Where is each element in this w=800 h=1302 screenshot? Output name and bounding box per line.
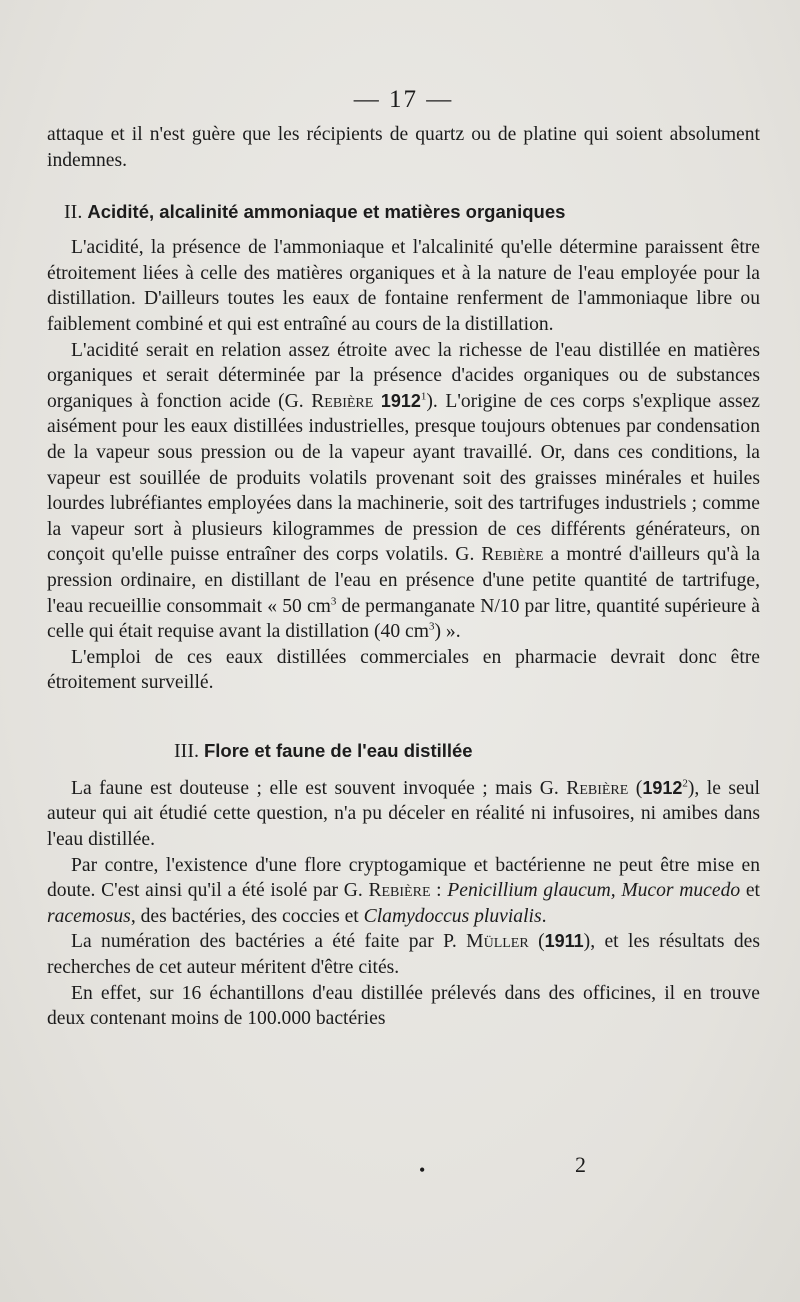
- signature-mark: •: [419, 1160, 426, 1180]
- section-2-heading: [64, 199, 760, 225]
- printer-signature: [0, 1152, 800, 1192]
- text-run: ). L'origine de ces corps s'explique assez aisément pour les eaux distillées industrielles, presque toujours obtenues par condensation de la vapeur sous pression ou de la vapeur ayant travaillé. Or, dans ces conditions, la vapeur est souillée de produits volatils provenant soit des graisses minérales et huiles lourdes lubréfiantes employées dans la machinerie, soit des tartrifuges industriels ; comme la vapeur sort à plusieurs kilogrammes de pression de ces différents générateurs, on conçoit qu'elle puisse entraîner des corps volatils. G.: [47, 390, 760, 566]
- page-number: — 17 —: [353, 86, 454, 113]
- text-run: Par contre, l'existence d'une flore cryptogamique et bactérienne ne peut être mise en doute. C'est ainsi qu'il a été isolé par G.: [47, 854, 760, 902]
- footnote-ref: 2: [682, 777, 688, 790]
- species-name: racemosus: [47, 905, 131, 927]
- text-run: (: [628, 777, 643, 799]
- text-run: :: [430, 880, 448, 902]
- section-3-paragraph-4: En effet, sur 16 échantillons d'eau distillée prélevés dans des officines, il en trouve deux contenant moins de 100.000 bactéries: [47, 982, 760, 1030]
- section-3-title: Flore et faune de l'eau distillée: [203, 739, 473, 761]
- superscript: 3: [428, 620, 435, 633]
- section-3-paragraph-3: [47, 929, 760, 980]
- author-name: Müller: [466, 931, 529, 953]
- section-2-paragraph-2: [47, 338, 760, 645]
- footnote-ref: 1: [420, 390, 427, 403]
- text-run: L'acidité serait en relation assez étroite avec la richesse de l'eau distillée en matières organiques et serait déterminée par la présence d'acides organiques ou de substances organiques à fonction acide (G.: [47, 339, 760, 412]
- species-name: Penicillium glaucum, Mucor mucedo: [447, 880, 741, 902]
- section-2-paragraph-1: L'acidité, la présence de l'ammoniaque et l'alcalinité qu'elle détermine paraissent être étroitement liées à celle des matières organiques et à la nature de l'eau employée pour la distillation. D'ailleurs toutes les eaux de fontaine renferment de l'ammoniaque libre ou faiblement combiné et qui est entraîné au cours de la distillation.: [47, 237, 760, 335]
- author-name: Rebière: [566, 777, 629, 799]
- signature-number: 2: [575, 1152, 586, 1177]
- section-2-paragraph-3: L'emploi de ces eaux distillées commerciales en pharmacie devrait donc être étroitement surveillé.: [47, 646, 760, 694]
- text-run: de permanganate N/10 par litre, quantité supérieure à celle qui était requise avant la distillation (40 cm: [47, 595, 760, 643]
- text-run: La faune est douteuse ; elle est souvent invoquée ; mais G.: [71, 777, 567, 799]
- text-run: ), le seul auteur qui ait étudié cette question, n'a pu déceler en réalité ni infusoires, ni amibes dans l'eau distillée.: [47, 777, 760, 851]
- text-run: (: [528, 931, 545, 953]
- top-paragraph: attaque et il n'est guère que les récipients de quartz ou de platine qui soient absolument indemnes.: [47, 124, 760, 171]
- text-run: La numération des bactéries a été faite par P.: [71, 931, 467, 953]
- section-3-paragraph-2: [47, 853, 760, 930]
- section-3-paragraph-1: [47, 776, 760, 853]
- text-run: .: [541, 905, 547, 927]
- citation-year: 1912: [642, 777, 683, 798]
- author-name: Rebière: [368, 880, 431, 902]
- citation-year: 1911: [544, 931, 584, 952]
- section-3-heading: [174, 738, 760, 764]
- section-2-title: Acidité, alcalinité ammoniaque et matières organiques: [87, 201, 566, 223]
- species-name: Clamydoccus pluvialis: [363, 905, 542, 927]
- text-run: ) ».: [434, 621, 461, 643]
- section-2-numeral: II.: [64, 201, 83, 224]
- text-run: ), et les résultats des recherches de cet auteur méritent d'être cités.: [47, 931, 760, 979]
- superscript: 3: [330, 594, 337, 607]
- text-run: , des bactéries, des coccies et: [130, 905, 364, 927]
- text-run: a montré d'ailleurs qu'à la pression ordinaire, en distillant de l'eau en présence d'une petite quantité de tartrifuge, l'eau recueillie consommait « 50 cm: [47, 544, 760, 617]
- citation-year: 1912: [380, 390, 421, 411]
- author-name: Rebière: [311, 390, 374, 412]
- author-name: Rebière: [481, 544, 544, 566]
- section-3-numeral: III.: [174, 739, 199, 762]
- text-run: et: [740, 880, 760, 902]
